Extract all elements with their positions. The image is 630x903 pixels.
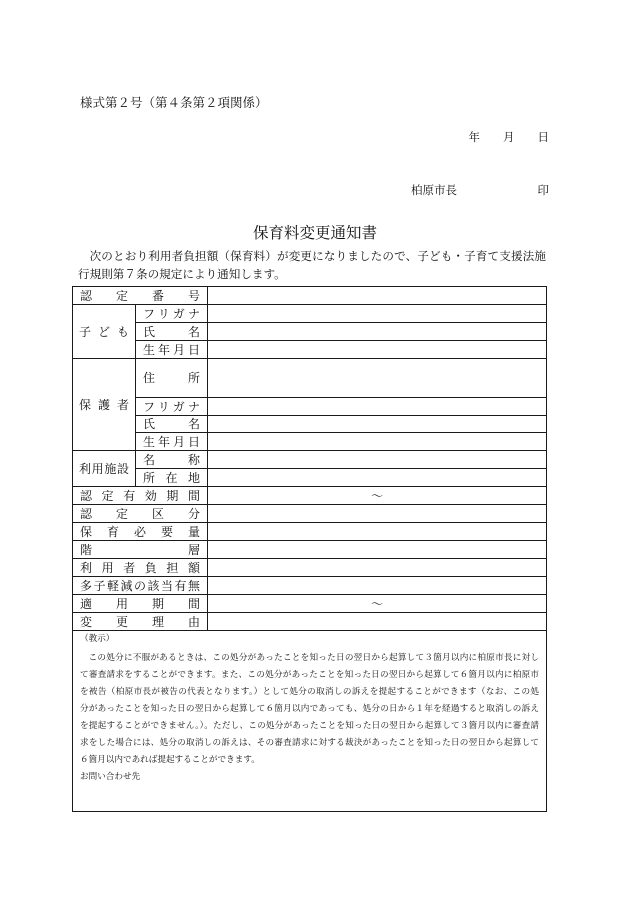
contact-label: お問い合わせ先 xyxy=(80,772,141,782)
childcare-need-value xyxy=(208,523,547,541)
facility-group-label: 利用施設 xyxy=(73,451,136,487)
table-row-applicable-period xyxy=(73,595,547,613)
guardian-group-label: 保護者 xyxy=(73,359,136,451)
child-name-value xyxy=(208,323,547,341)
guardian-address-value xyxy=(208,359,547,398)
table-row-facility-location xyxy=(73,469,547,487)
certification-category-value xyxy=(208,505,547,523)
guardian-furigana-label: フリガナ xyxy=(136,398,208,416)
guardian-birthdate-label: 生年月日 xyxy=(136,433,208,451)
table-row-appeal-notice xyxy=(73,631,547,812)
table-row-child-birthdate xyxy=(73,341,547,359)
table-row-guardian-address xyxy=(73,359,547,398)
table-row-validity-period xyxy=(73,487,547,505)
table-row-user-fee xyxy=(73,559,547,577)
child-furigana-label: フリガナ xyxy=(136,305,208,323)
table-row-child-name xyxy=(73,323,547,341)
guardian-furigana-value xyxy=(208,398,547,416)
child-birthdate-label: 生年月日 xyxy=(136,341,208,359)
tier-value xyxy=(208,541,547,559)
applicable-period-label: 適用期間 xyxy=(73,595,208,613)
form-number: 様式第２号（第４条第２項関係） xyxy=(80,95,268,110)
appeal-notice-line: 求をした場合には、処分の取消しの訴えは、その審査請求に対する裁決があったことを知った日の翌日から起算して xyxy=(80,738,540,748)
appeal-notice-line: この処分に不服があるときは、この処分があったことを知った日の翌日から起算して３箇月以内に柏原市長に対し xyxy=(88,653,540,663)
table-row-guardian-furigana xyxy=(73,398,547,416)
certification-number-label: 認定番号 xyxy=(73,287,208,305)
child-name-label: 氏名 xyxy=(136,323,208,341)
date-line: 年 月 日 xyxy=(468,130,549,144)
issuer-name: 柏原市長 xyxy=(411,183,457,197)
intro-paragraph xyxy=(78,247,546,283)
seal-mark: 印 xyxy=(537,183,549,197)
table-row-child-furigana xyxy=(73,305,547,323)
notice-table xyxy=(72,286,547,812)
table-row-facility-name xyxy=(73,451,547,469)
table-row-certification-category xyxy=(73,505,547,523)
child-group-label: 子ども xyxy=(73,305,136,359)
intro-line: 次のとおり利用者負担額（保育料）が変更になりましたので、子ども・子育て支援法施 xyxy=(89,249,546,263)
guardian-address-label: 住所 xyxy=(136,359,208,398)
certification-category-label: 認定区分 xyxy=(73,505,208,523)
appeal-notice-line: 分があったことを知った日の翌日から起算して６箇月以内であっても、処分の日から１年を経過すると取消しの訴え xyxy=(80,704,540,714)
table-row-guardian-birthdate xyxy=(73,433,547,451)
document-title: 保育料変更通知書 xyxy=(252,224,377,242)
table-row-guardian-name xyxy=(73,416,547,433)
tier-label: 階層 xyxy=(73,541,208,559)
childcare-need-label: 保育必要量 xyxy=(73,523,208,541)
multi-child-reduction-label: 多子軽減の該当有無 xyxy=(73,577,208,595)
child-furigana-value xyxy=(208,305,547,323)
facility-location-value xyxy=(208,469,547,487)
appeal-notice-line: を被告（柏原市長が被告の代表となります。）として処分の取消しの訴えを提起することができます（なお、この処 xyxy=(80,687,540,697)
appeal-notice-line: を提起することができません。）。ただし、この処分があったことを知った日の翌日から起算して３箇月以内に審査請 xyxy=(80,721,540,731)
table-row-childcare-need xyxy=(73,523,547,541)
appeal-notice-line: ６箇月以内であれば提起することができます。 xyxy=(80,755,260,765)
validity-period-label: 認定有効期間 xyxy=(73,487,208,505)
child-birthdate-value xyxy=(208,341,547,359)
guardian-name-label: 氏名 xyxy=(136,416,208,433)
table-row-tier xyxy=(73,541,547,559)
appeal-notice xyxy=(73,631,547,812)
validity-period-value: ～ xyxy=(208,487,547,505)
facility-name-value xyxy=(208,451,547,469)
change-reason-value xyxy=(208,613,547,631)
table-row-certification-number xyxy=(73,287,547,305)
appeal-notice-heading: （教示） xyxy=(80,634,115,644)
intro-line: 行規則第７条の規定により通知します。 xyxy=(78,267,286,281)
change-reason-label: 変更理由 xyxy=(73,613,208,631)
user-fee-value xyxy=(208,559,547,577)
applicable-period-value: ～ xyxy=(208,595,547,613)
table-row-change-reason xyxy=(73,613,547,631)
facility-location-label: 所在地 xyxy=(136,469,208,487)
user-fee-label: 利用者負担額 xyxy=(73,559,208,577)
certification-number-value xyxy=(208,287,547,305)
facility-name-label: 名称 xyxy=(136,451,208,469)
table-row-multi-child-reduction xyxy=(73,577,547,595)
guardian-birthdate-value xyxy=(208,433,547,451)
guardian-name-value xyxy=(208,416,547,433)
appeal-notice-line: て審査請求をすることができます。また、この処分があったことを知った日の翌日から起算して６箇月以内に柏原市 xyxy=(80,670,540,680)
multi-child-reduction-value xyxy=(208,577,547,595)
